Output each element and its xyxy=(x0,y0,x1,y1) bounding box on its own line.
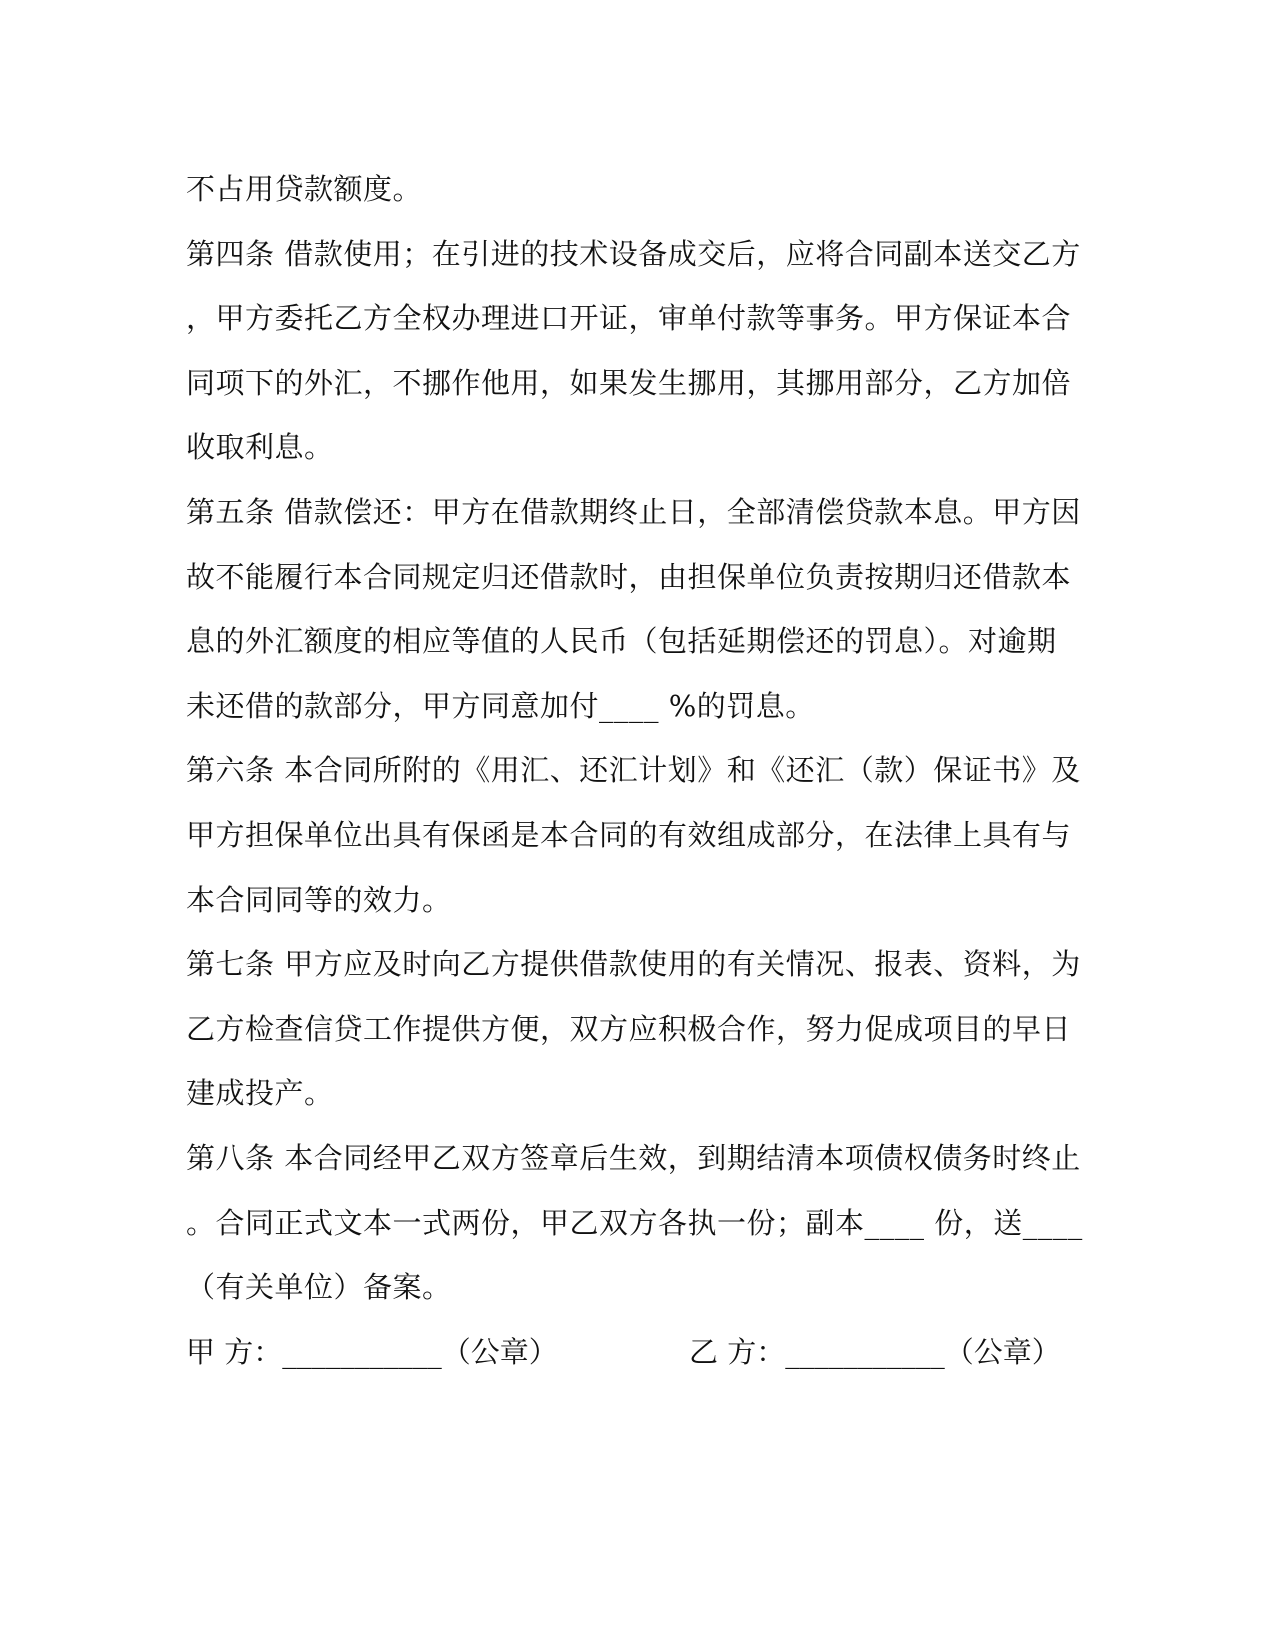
article-4-line: 第四条 借款使用；在引进的技术设备成交后，应将合同副本送交乙方 xyxy=(186,236,1081,271)
text-line: （有关单位）备案。 xyxy=(186,1270,452,1305)
text-line: 本合同同等的效力。 xyxy=(186,882,452,917)
text-line: 同项下的外汇，不挪作他用，如果发生挪用，其挪用部分，乙方加倍 xyxy=(186,365,1072,400)
text-line: 收取利息。 xyxy=(186,430,334,465)
text-line: 不占用贷款额度。 xyxy=(186,172,423,206)
article-7-line: 第七条 甲方应及时向乙方提供借款使用的有关情况、报表、资料，为 xyxy=(186,947,1081,982)
party-b-signature: 乙 方：___________（公章） xyxy=(689,1334,1061,1369)
text-line: 甲方担保单位出具有保函是本合同的有效组成部分，在法律上具有与 xyxy=(186,817,1072,852)
text-line: 未还借的款部分，甲方同意加付____ %的罚息。 xyxy=(186,688,815,723)
party-a-signature: 甲 方：___________（公章） xyxy=(186,1334,558,1369)
text-line: 建成投产。 xyxy=(186,1076,334,1111)
article-8-line: 第八条 本合同经甲乙双方签章后生效，到期结清本项债权债务时终止 xyxy=(186,1140,1081,1175)
article-6-line: 第六条 本合同所附的《用汇、还汇计划》和《还汇（款）保证书》及 xyxy=(186,753,1081,788)
article-5-line: 第五条 借款偿还：甲方在借款期终止日，全部清偿贷款本息。甲方因 xyxy=(186,494,1081,529)
text-line: 故不能履行本合同规定归还借款时，由担保单位负责按期归还借款本 xyxy=(186,559,1072,594)
text-line: 乙方检查信贷工作提供方便，双方应积极合作，努力促成项目的早日 xyxy=(186,1011,1072,1046)
text-line: 息的外汇额度的相应等值的人民币（包括延期偿还的罚息）。对逾期 xyxy=(186,624,1057,659)
text-line: ，甲方委托乙方全权办理进口开证，审单付款等事务。甲方保证本合 xyxy=(186,301,1072,336)
signature-row xyxy=(186,1320,1086,1385)
text-line: 。合同正式文本一式两份，甲乙双方各执一份；副本____ 份，送____ xyxy=(186,1205,1083,1240)
contract-page xyxy=(186,157,1086,1384)
